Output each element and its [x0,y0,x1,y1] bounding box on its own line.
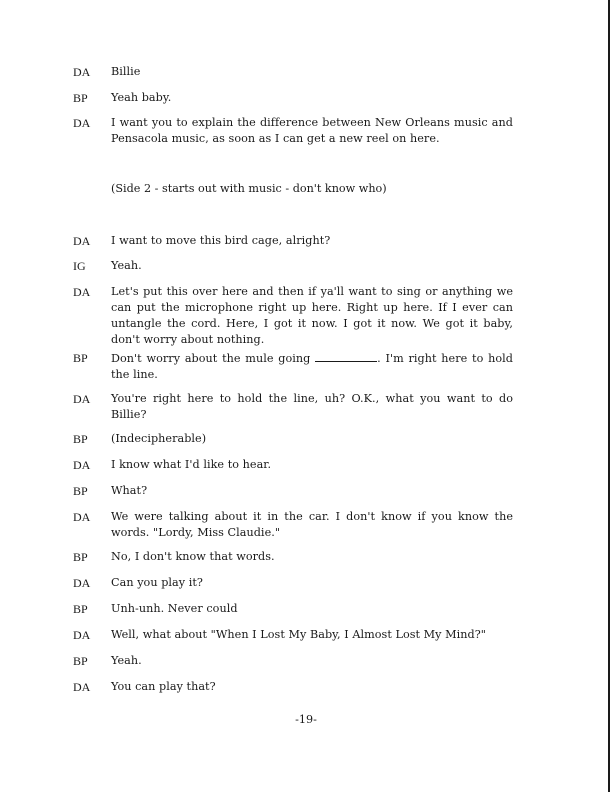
dialogue-entry [73,457,513,473]
dialogue-text: Yeah. [111,259,142,272]
blank-line [315,350,377,362]
speaker-label: BP [73,432,88,446]
speaker-label: IG [73,259,86,273]
dialogue-text: I know what I'd like to hear. [111,458,272,471]
speaker-label: BP [73,654,88,668]
speaker-label: BP [73,351,88,365]
dialogue-text: No, I don't know that words. [111,550,275,563]
speaker-label: BP [73,91,88,105]
dialogue-entry [73,509,513,541]
speaker-label: DA [73,628,91,642]
dialogue-entry [73,549,513,565]
dialogue-text: Yeah baby. [111,91,172,104]
dialogue-entry [73,627,513,643]
dialogue-entry [73,483,513,499]
dialogue-entry [73,258,513,274]
dialogue-text: Billie [111,65,141,78]
page-number: -19- [295,713,317,726]
dialogue-text: What? [111,484,148,497]
speaker-label: DA [73,285,91,299]
dialogue-text [111,350,513,383]
dialogue-entry [73,653,513,669]
dialogue-entry [73,115,513,147]
dialogue-text: You're right here to hold the line, uh? O.K., what you want to do Billie? [111,392,513,421]
speaker-label: DA [73,116,91,130]
dialogue-text: You can play that? [111,680,216,693]
dialogue-entry [73,601,513,617]
speaker-label: DA [73,510,91,524]
speaker-label: DA [73,576,91,590]
dialogue-entry [73,233,513,249]
dialogue-entry [73,350,513,383]
dialogue-text: I want you to explain the difference between New Orleans music and Pensacola music, as soon as I can get a new reel on here. [111,116,513,145]
scan-edge-line [608,0,610,792]
dialogue-text: Unh-unh. Never could [111,602,238,615]
speaker-label: DA [73,234,91,248]
dialogue-entry [73,90,513,106]
dialogue-entry [73,575,513,591]
dialogue-text: We were talking about it in the car. I don't know if you know the words. "Lordy, Miss Claudie." [111,510,513,539]
speaker-label: BP [73,550,88,564]
dialogue-text-before-blank: Don't worry about the mule going [111,352,316,365]
side-note: (Side 2 - starts out with music - don't know who) [111,182,387,195]
speaker-label: DA [73,458,91,472]
speaker-label: DA [73,680,91,694]
dialogue-entry [73,391,513,423]
speaker-label: BP [73,484,88,498]
dialogue-text: Let's put this over here and then if ya'll want to sing or anything we can put the microphone right up here. Right up here. If I ever can untangle the cord. Here, I got it now. I got it now. We got it baby, don't worry about nothing. [111,285,513,346]
speaker-label: BP [73,602,88,616]
dialogue-text-after-blank: . I'm right here to hold the line. [111,352,513,381]
dialogue-text: Can you play it? [111,576,203,589]
dialogue-text: (Indecipherable) [111,432,207,445]
dialogue-text: Well, what about "When I Lost My Baby, I Almost Lost My Mind?" [111,628,486,641]
dialogue-text: Yeah. [111,654,142,667]
speaker-label: DA [73,65,91,79]
dialogue-entry [73,64,513,80]
dialogue-entry [73,679,513,695]
speaker-label: DA [73,392,91,406]
dialogue-text: I want to move this bird cage, alright? [111,234,331,247]
dialogue-entry [73,431,513,447]
dialogue-entry [73,284,513,348]
